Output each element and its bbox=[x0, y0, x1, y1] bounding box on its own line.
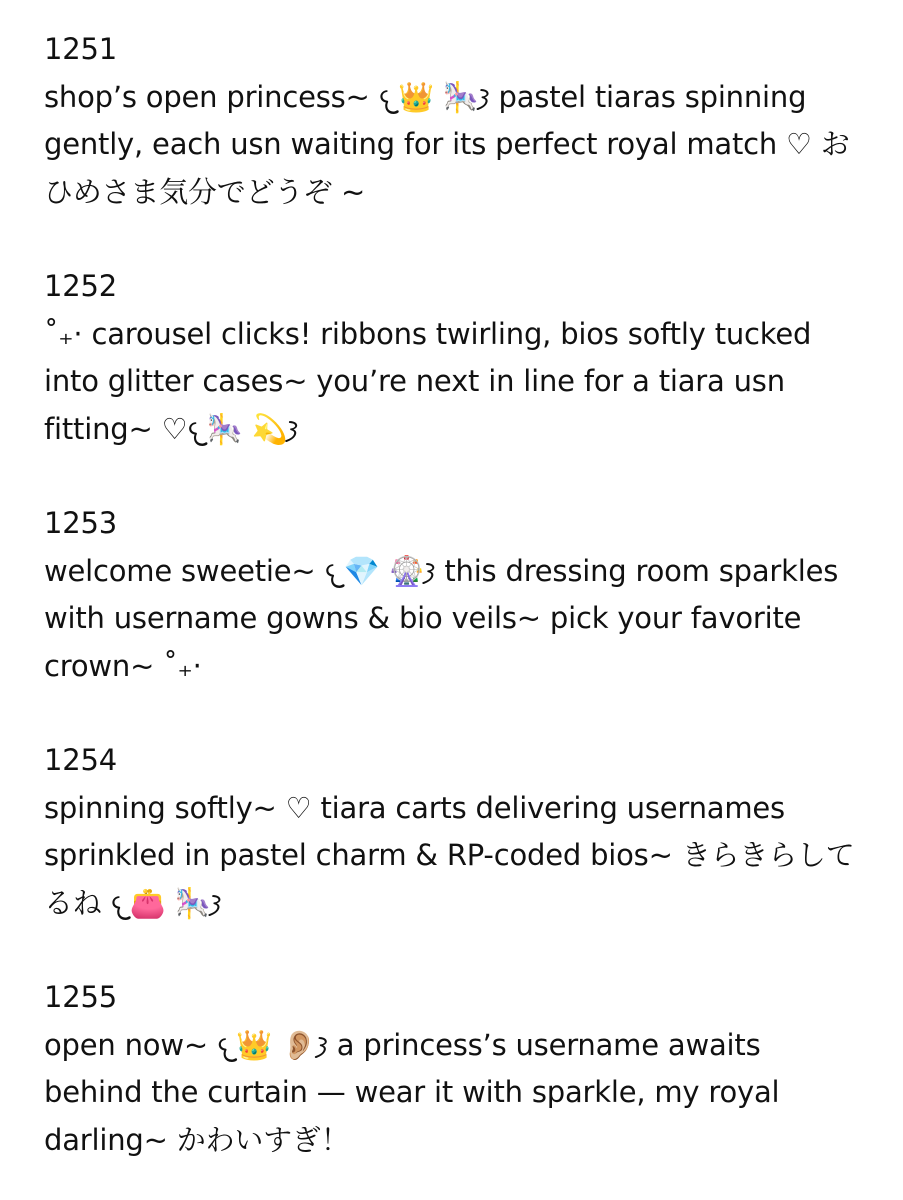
entry-1253 bbox=[44, 500, 863, 690]
entry-number: 1254 bbox=[44, 743, 118, 777]
entry-1252 bbox=[44, 263, 863, 453]
entry-text: welcome sweetie~ 𐔌💎 🎡𐦯 this dressing room sparkles with username gowns & bio veils~ pick your favorite crown~ ˚₊· bbox=[44, 553, 848, 683]
entry-1251 bbox=[44, 26, 863, 216]
entry-number: 1253 bbox=[44, 506, 118, 540]
entry-text: ˚₊· carousel clicks! ribbons twirling, bios softly tucked into glitter cases~ you’re next in line for a tiara usn fitting~ ♡𐔌🎠 💫𐦯 bbox=[44, 316, 821, 446]
entry-1255 bbox=[44, 974, 863, 1164]
entry-text: open now~ 𐔌👑 👂🏼𐦯 a princess’s username awaits behind the curtain — wear it with sparkle, my royal darling~ かわいすぎ！ bbox=[44, 1027, 789, 1157]
entry-text: shop’s open princess~ 𐔌👑 🎠𐦯 pastel tiaras spinning gently, each usn waiting for its perfect royal match ♡ おひめさま気分でどうぞ ~ bbox=[44, 79, 850, 209]
entry-text: spinning softly~ ♡ tiara carts delivering usernames sprinkled in pastel charm & RP-coded bios~ きらきらしてるね 𐔌👛 🎠𐦯 bbox=[44, 790, 855, 920]
entry-number: 1252 bbox=[44, 269, 118, 303]
entry-number: 1251 bbox=[44, 32, 118, 66]
entry-number: 1255 bbox=[44, 980, 118, 1014]
entry-1254 bbox=[44, 737, 863, 927]
